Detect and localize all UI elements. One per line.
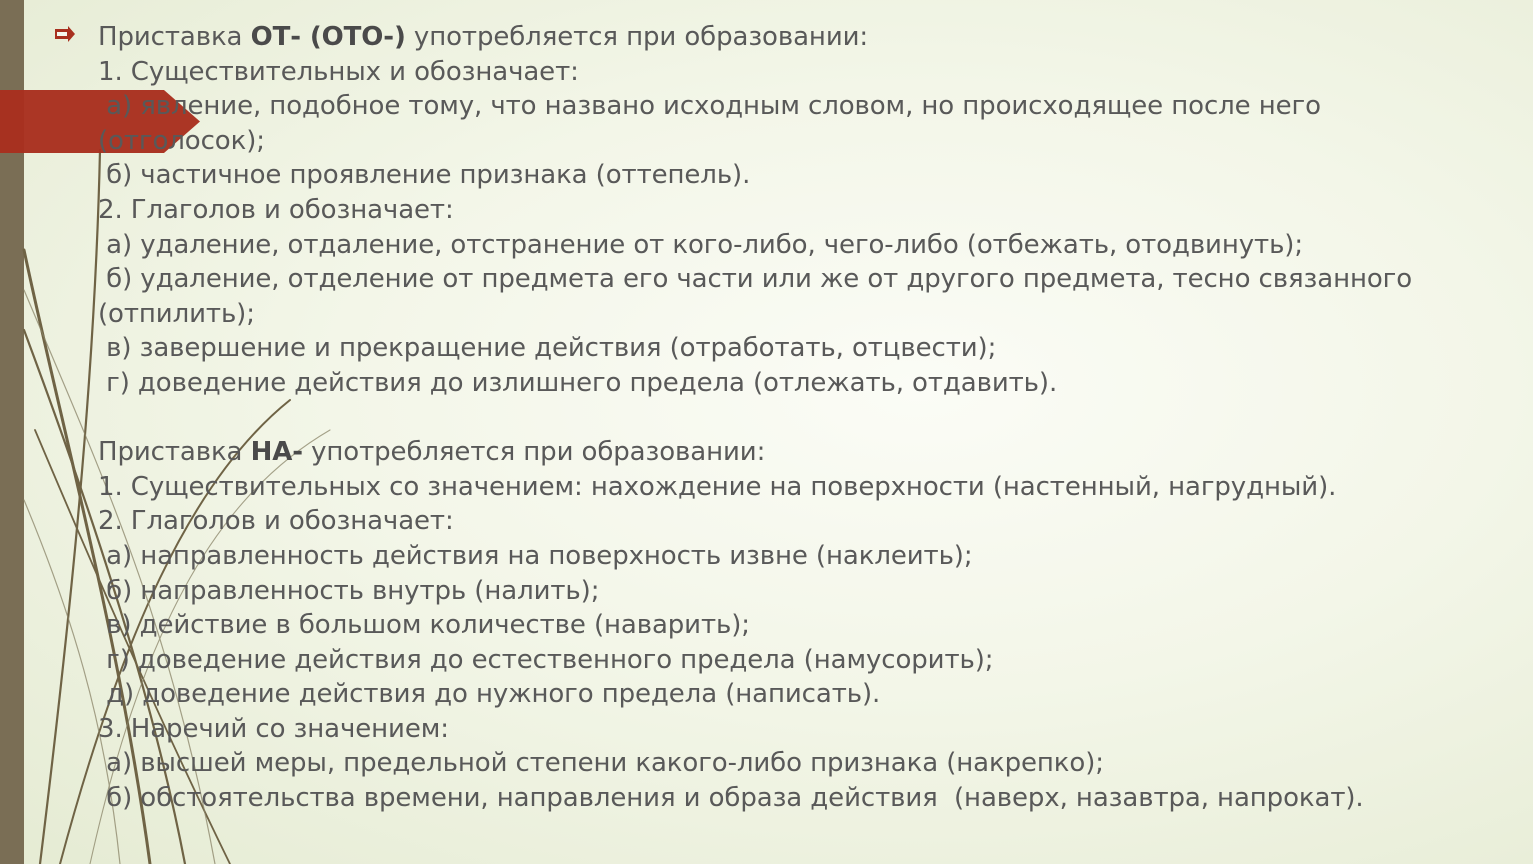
block1-line: б) частичное проявление признака (оттепель). <box>98 160 751 191</box>
block1-line: (отголосок); <box>98 125 265 156</box>
block2-line: д) доведение действия до нужного предела (написать). <box>98 679 881 710</box>
block1-line: а) удаление, отдаление, отстранение от кого-либо, чего-либо (отбежать, отодвинуть); <box>98 229 1304 260</box>
block2-line: а) высшей меры, предельной степени какого-либо признака (накрепко); <box>98 748 1104 779</box>
block1-line: в) завершение и прекращение действия (отработать, отцвести); <box>98 333 997 364</box>
block1-line: (отпилить); <box>98 298 255 329</box>
slide-body-text <box>98 20 1518 816</box>
block1-line: а) явление, подобное тому, что названо исходным словом, но происходящее после него <box>98 91 1321 122</box>
block1-line: б) удаление, отделение от предмета его части или же от другого предмета, тесно связанного <box>98 264 1413 295</box>
block1-intro: Приставка ОТ- (ОТО-) употребляется при образовании: <box>98 22 869 52</box>
block2-intro: Приставка НА- употребляется при образовании: <box>98 437 766 468</box>
block1-line: г) доведение действия до излишнего предела (отлежать, отдавить). <box>98 367 1058 398</box>
block1-line: 2. Глаголов и обозначает: <box>98 194 454 225</box>
block2-line: 3. Наречий со значением: <box>98 713 449 744</box>
block2-line: б) обстоятельства времени, направления и образа действия (наверх, назавтра, напрокат). <box>98 783 1364 814</box>
blank-line <box>98 401 1518 436</box>
block1-line: 1. Существительных и обозначает: <box>98 56 579 87</box>
block2-line: в) действие в большом количестве (наварить); <box>98 610 750 641</box>
block2-line: а) направленность действия на поверхность извне (наклеить); <box>98 540 973 571</box>
block2-line: 1. Существительных со значением: нахождение на поверхности (настенный, нагрудный). <box>98 471 1337 502</box>
block2-line: 2. Глаголов и обозначает: <box>98 506 454 537</box>
block2-line: б) направленность внутрь (налить); <box>98 575 600 606</box>
prefix-na-bold: НА- <box>250 437 303 468</box>
arrow-bullet-icon <box>55 26 75 42</box>
prefix-ot-bold: ОТ- (ОТО-) <box>250 22 406 52</box>
block2-line: г) доведение действия до естественного предела (намусорить); <box>98 644 994 675</box>
